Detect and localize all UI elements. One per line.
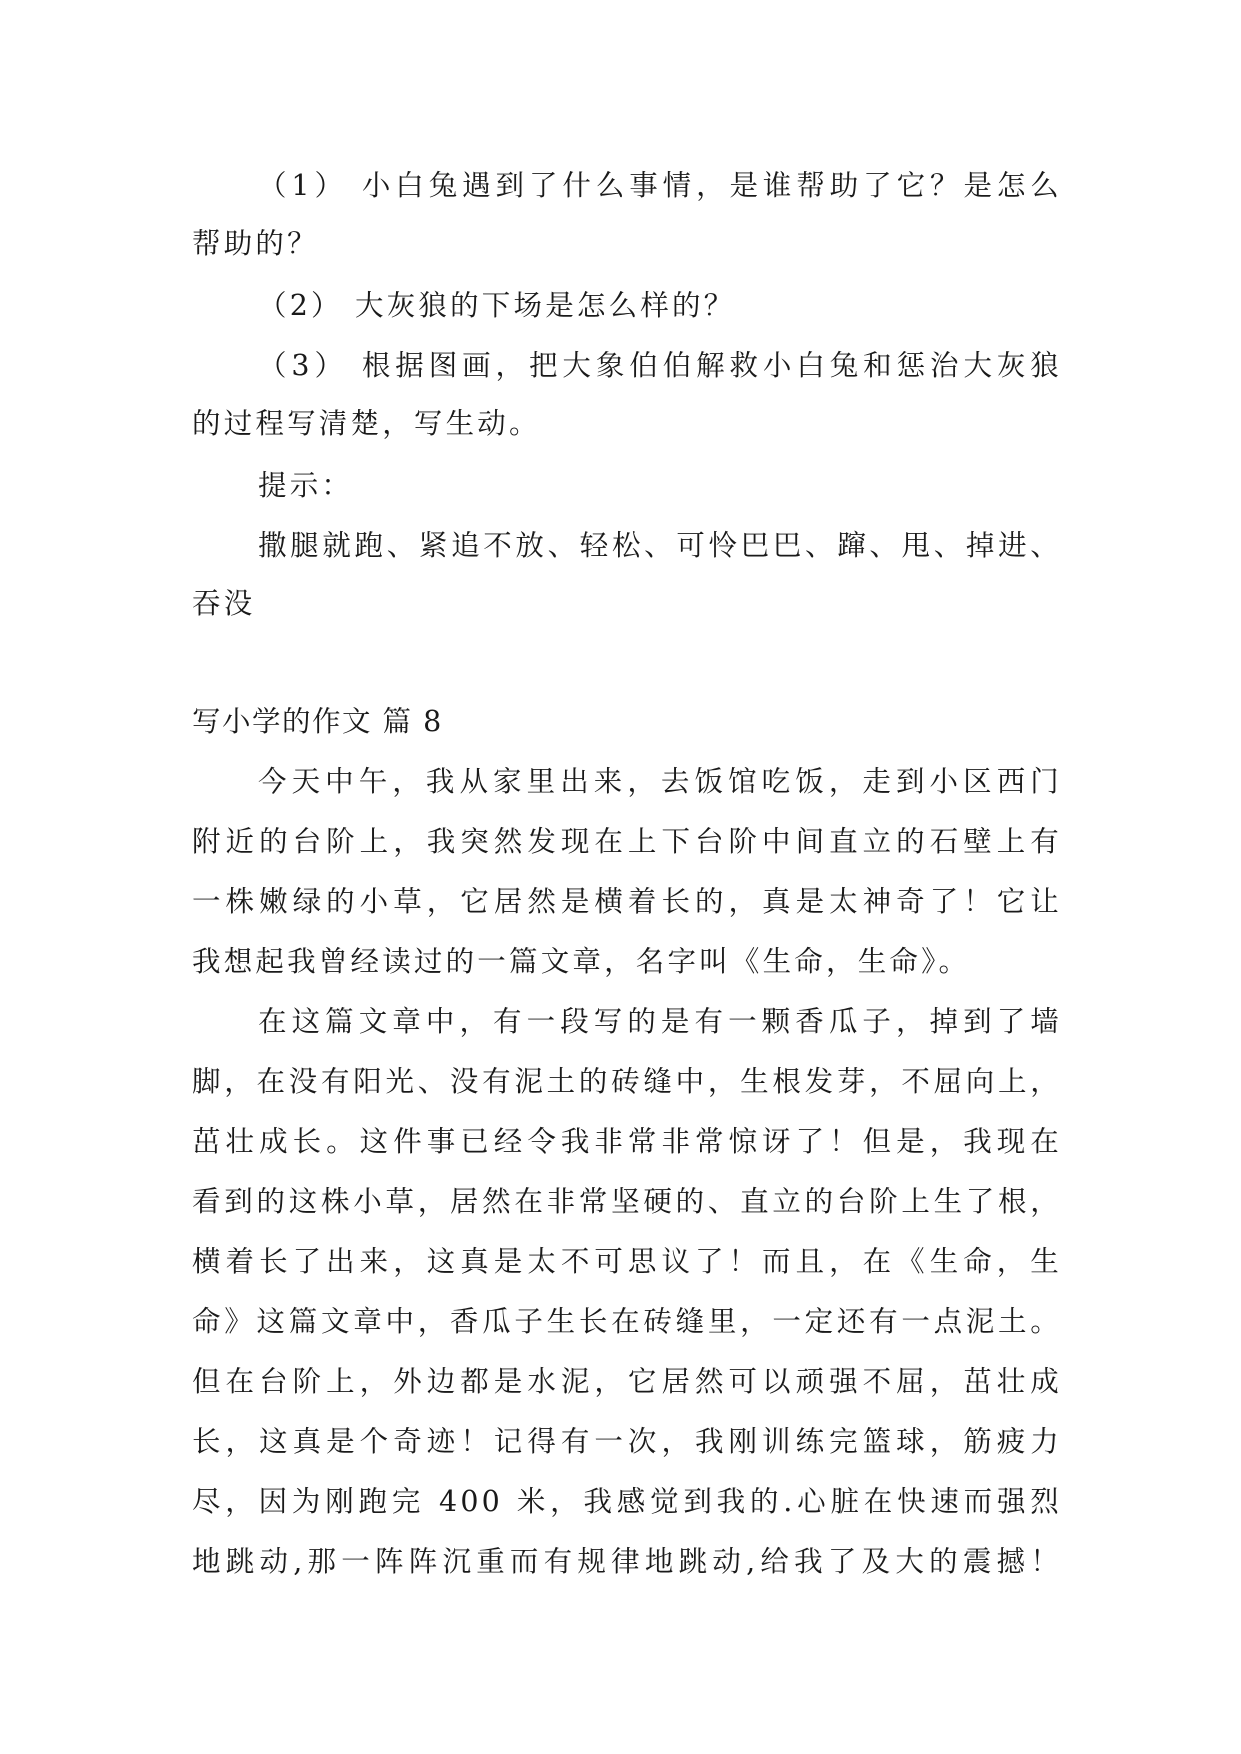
paragraph-line: 一株嫩绿的小草，它居然是横着长的，真是太神奇了！它让 xyxy=(192,885,1062,918)
hint-line-2: 吞没 xyxy=(192,587,256,620)
paragraph-line: 今天中午，我从家里出来，去饭馆吃饭，走到小区西门 xyxy=(258,765,1062,798)
paragraph-line: 脚，在没有阳光、没有泥土的砖缝中，生根发芽，不屈向上， xyxy=(192,1065,1062,1098)
question-3-line-1: （3） 根据图画，把大象伯伯解救小白兔和惩治大灰狼 xyxy=(258,349,1062,382)
paragraph-line: 看到的这株小草，居然在非常坚硬的、直立的台阶上生了根， xyxy=(192,1185,1062,1218)
section-heading: 写小学的作文 篇 8 xyxy=(192,705,443,738)
hint-line-1: 撒腿就跑、紧追不放、轻松、可怜巴巴、蹿、甩、掉进、 xyxy=(258,529,1062,562)
paragraph-line: 我想起我曾经读过的一篇文章，名字叫《生命，生命》。 xyxy=(192,945,971,978)
question-1-line-1: （1） 小白兔遇到了什么事情，是谁帮助了它？是怎么 xyxy=(258,169,1062,202)
paragraph-line: 长，这真是个奇迹！记得有一次，我刚训练完篮球，筋疲力 xyxy=(192,1425,1062,1458)
paragraph-line: 附近的台阶上，我突然发现在上下台阶中间直立的石壁上有 xyxy=(192,825,1062,858)
paragraph-line: 在这篇文章中，有一段写的是有一颗香瓜子，掉到了墙 xyxy=(258,1005,1062,1038)
question-1-line-2: 帮助的？ xyxy=(192,227,319,260)
question-3-line-2: 的过程写清楚，写生动。 xyxy=(192,407,541,440)
paragraph-line: 横着长了出来，这真是太不可思议了！而且，在《生命，生 xyxy=(192,1245,1062,1278)
paragraph-line: 地跳动,那一阵阵沉重而有规律地跳动,给我了及大的震撼！ xyxy=(192,1545,1062,1578)
paragraph-line: 尽，因为刚跑完 400 米，我感觉到我的.心脏在快速而强烈 xyxy=(192,1485,1062,1518)
question-2: （2） 大灰狼的下场是怎么样的？ xyxy=(258,289,736,322)
hint-label: 提示： xyxy=(258,469,354,502)
paragraph-line: 但在台阶上，外边都是水泥，它居然可以顽强不屈，茁壮成 xyxy=(192,1365,1062,1398)
paragraph-line: 茁壮成长。这件事已经令我非常非常惊讶了！但是，我现在 xyxy=(192,1125,1062,1158)
paragraph-line: 命》这篇文章中，香瓜子生长在砖缝里，一定还有一点泥土。 xyxy=(192,1305,1062,1338)
